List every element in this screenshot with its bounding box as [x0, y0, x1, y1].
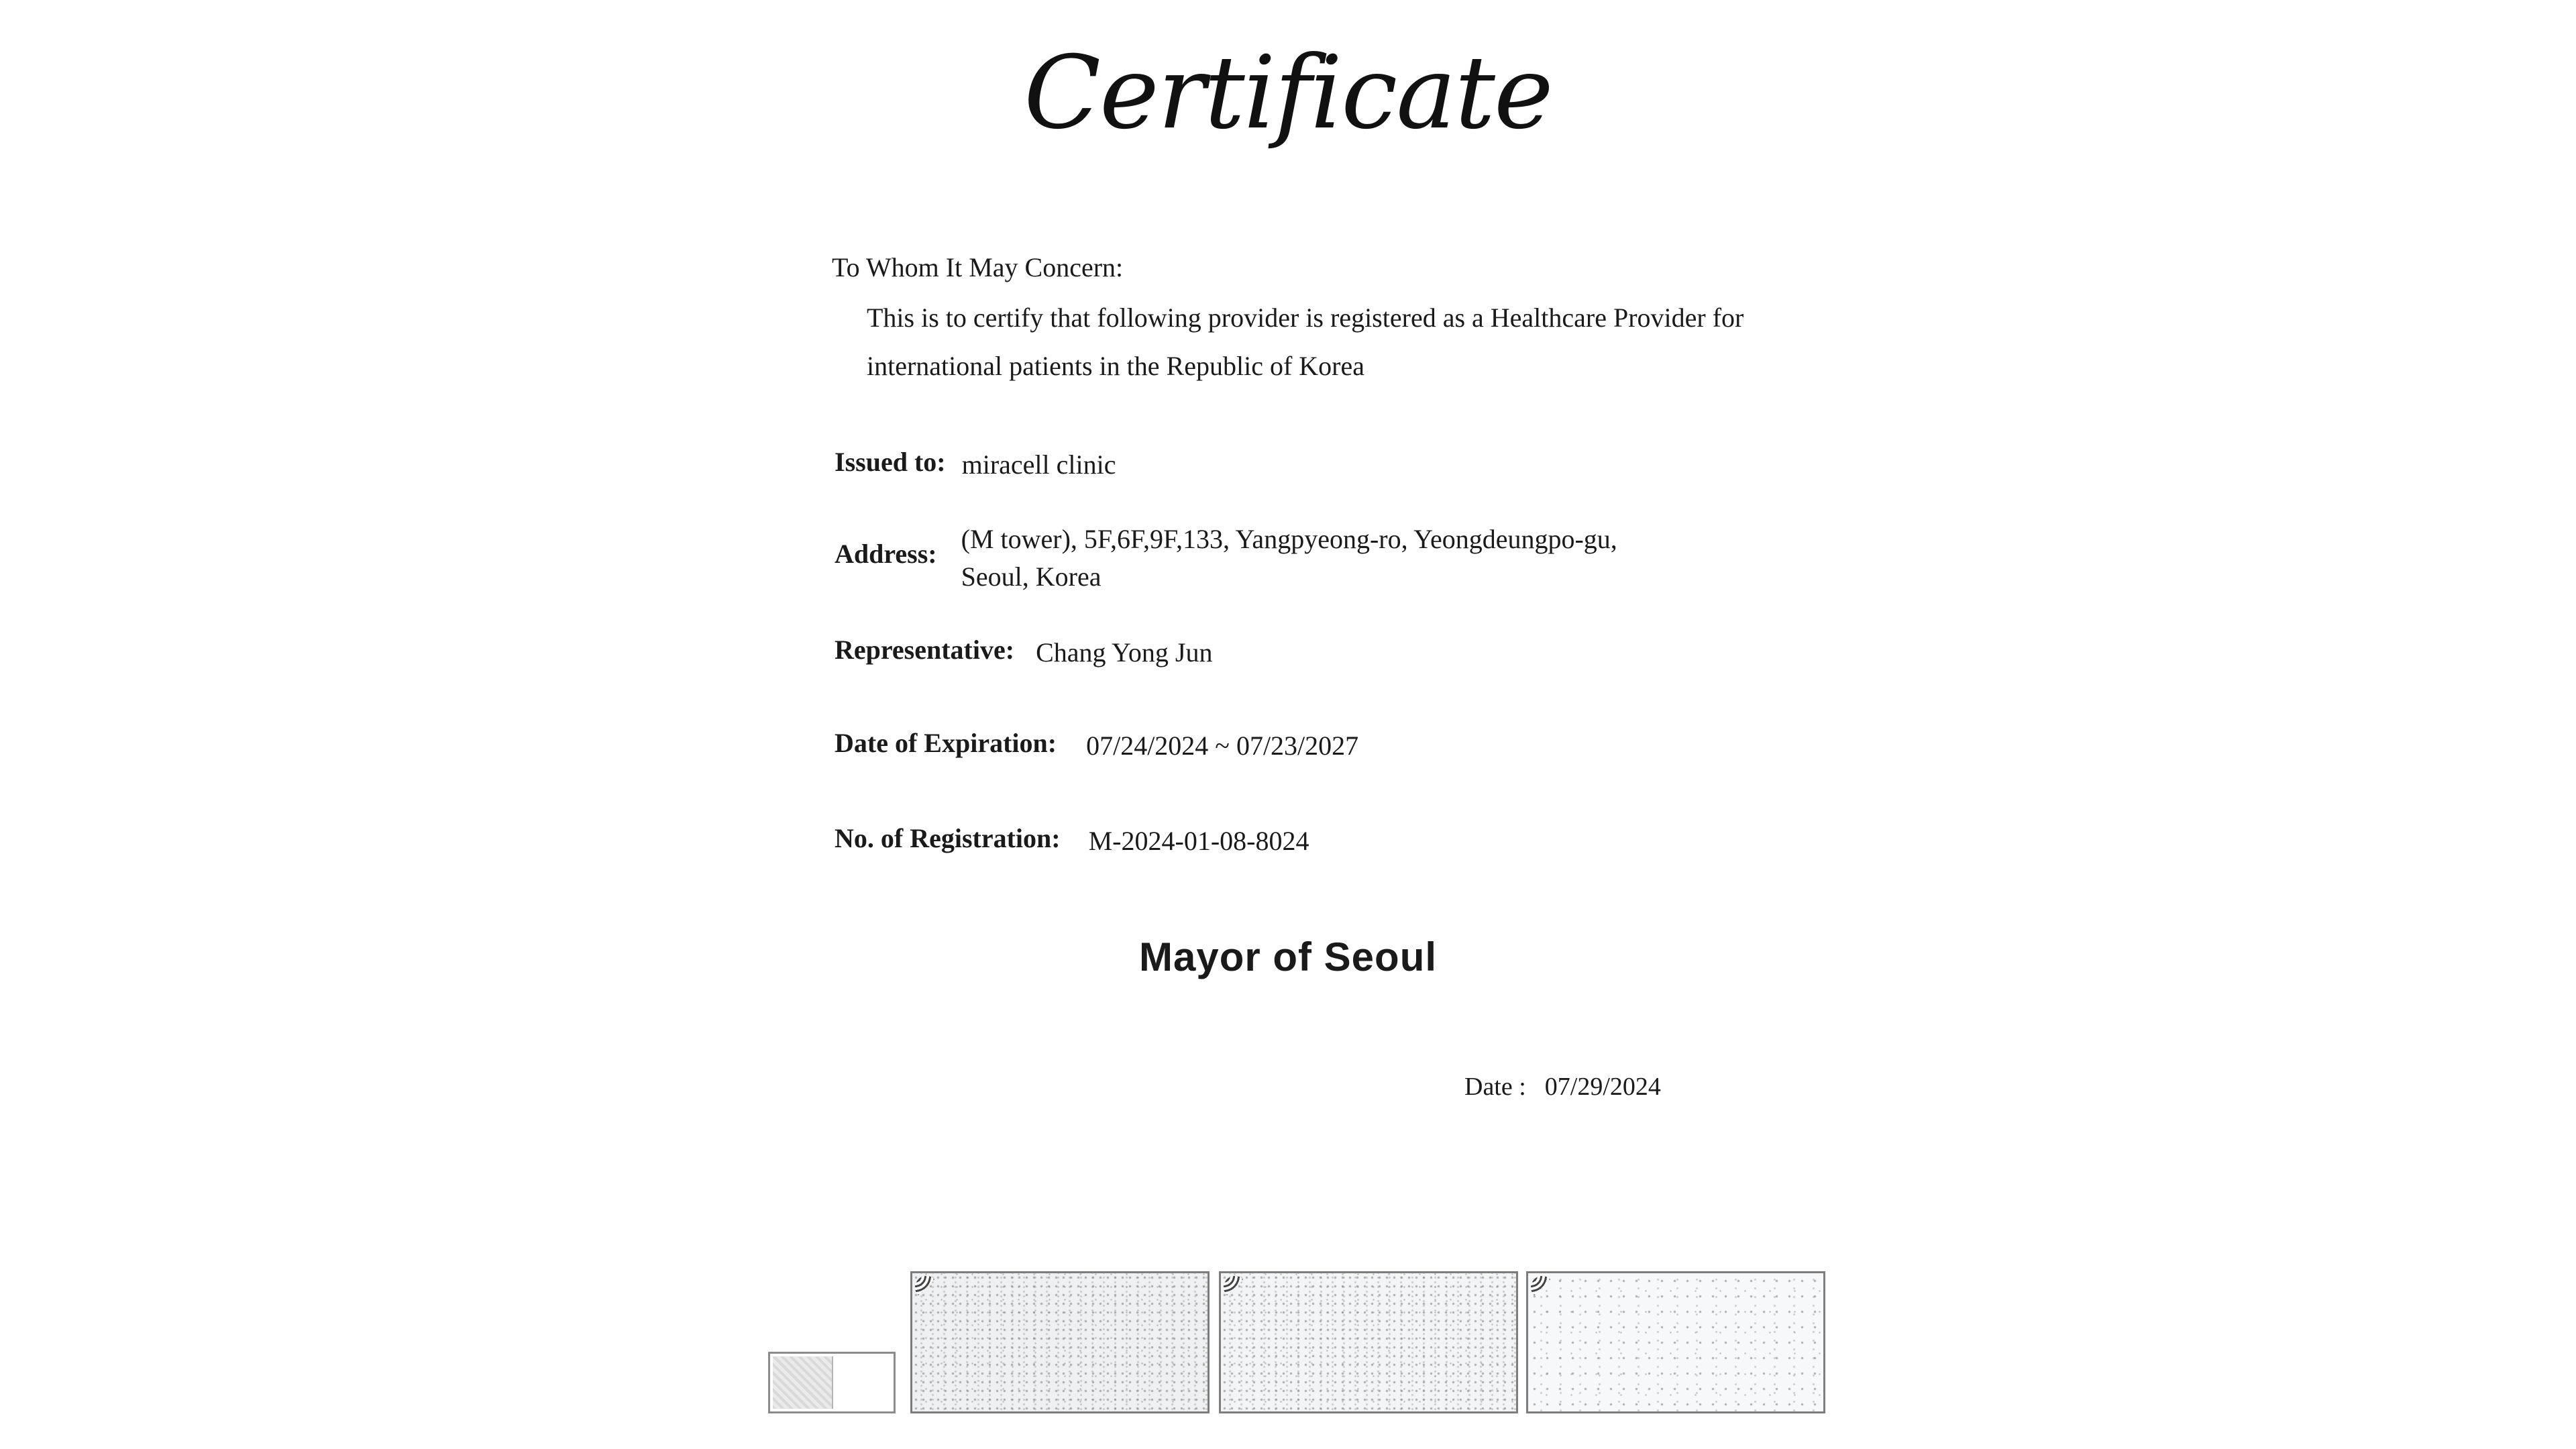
seal-icon — [773, 1356, 833, 1409]
registration-label: No. of Registration: — [835, 823, 1061, 853]
security-panel — [910, 1271, 1210, 1413]
certificate-title: Certificate — [1024, 35, 1552, 152]
representative-value: Chang Yong Jun — [1036, 637, 1213, 667]
intro-paragraph: This is to certify that following provider is registered as a Healthcare Provider for international patients in the Republic of Korea — [867, 303, 1744, 381]
address-value: (M tower), 5F,6F,9F,133, Yangpyeong-ro, Yeongdeungpo-gu, Seoul, Korea — [961, 524, 1617, 592]
representative-label: Representative: — [835, 635, 1015, 665]
issued-to-field — [835, 446, 1116, 484]
salutation: To Whom It May Concern: — [832, 252, 1124, 282]
representative-field — [835, 634, 1212, 672]
hologram-icon — [1531, 1276, 1554, 1299]
address-field — [835, 521, 1766, 596]
hologram-icon — [915, 1276, 938, 1299]
issue-date-value: 07/29/2024 — [1544, 1073, 1661, 1101]
registration-field — [835, 822, 1309, 860]
security-stamp-area — [768, 1271, 1828, 1419]
issuing-authority: Mayor of Seoul — [1138, 934, 1438, 979]
security-panel — [1219, 1271, 1518, 1413]
seal-box — [768, 1352, 896, 1413]
security-panel — [1526, 1271, 1825, 1413]
expiration-label: Date of Expiration: — [835, 728, 1057, 758]
hologram-icon — [1224, 1276, 1246, 1299]
issued-to-value: miracell clinic — [961, 449, 1116, 480]
expiration-value: 07/24/2024 ~ 07/23/2027 — [1086, 731, 1359, 761]
expiration-field — [835, 727, 1358, 765]
issue-date — [1464, 1072, 1661, 1102]
registration-value: M-2024-01-08-8024 — [1088, 826, 1309, 856]
issue-date-label: Date : — [1464, 1073, 1526, 1101]
address-label: Address: — [835, 539, 937, 569]
issued-to-label: Issued to: — [835, 447, 946, 477]
